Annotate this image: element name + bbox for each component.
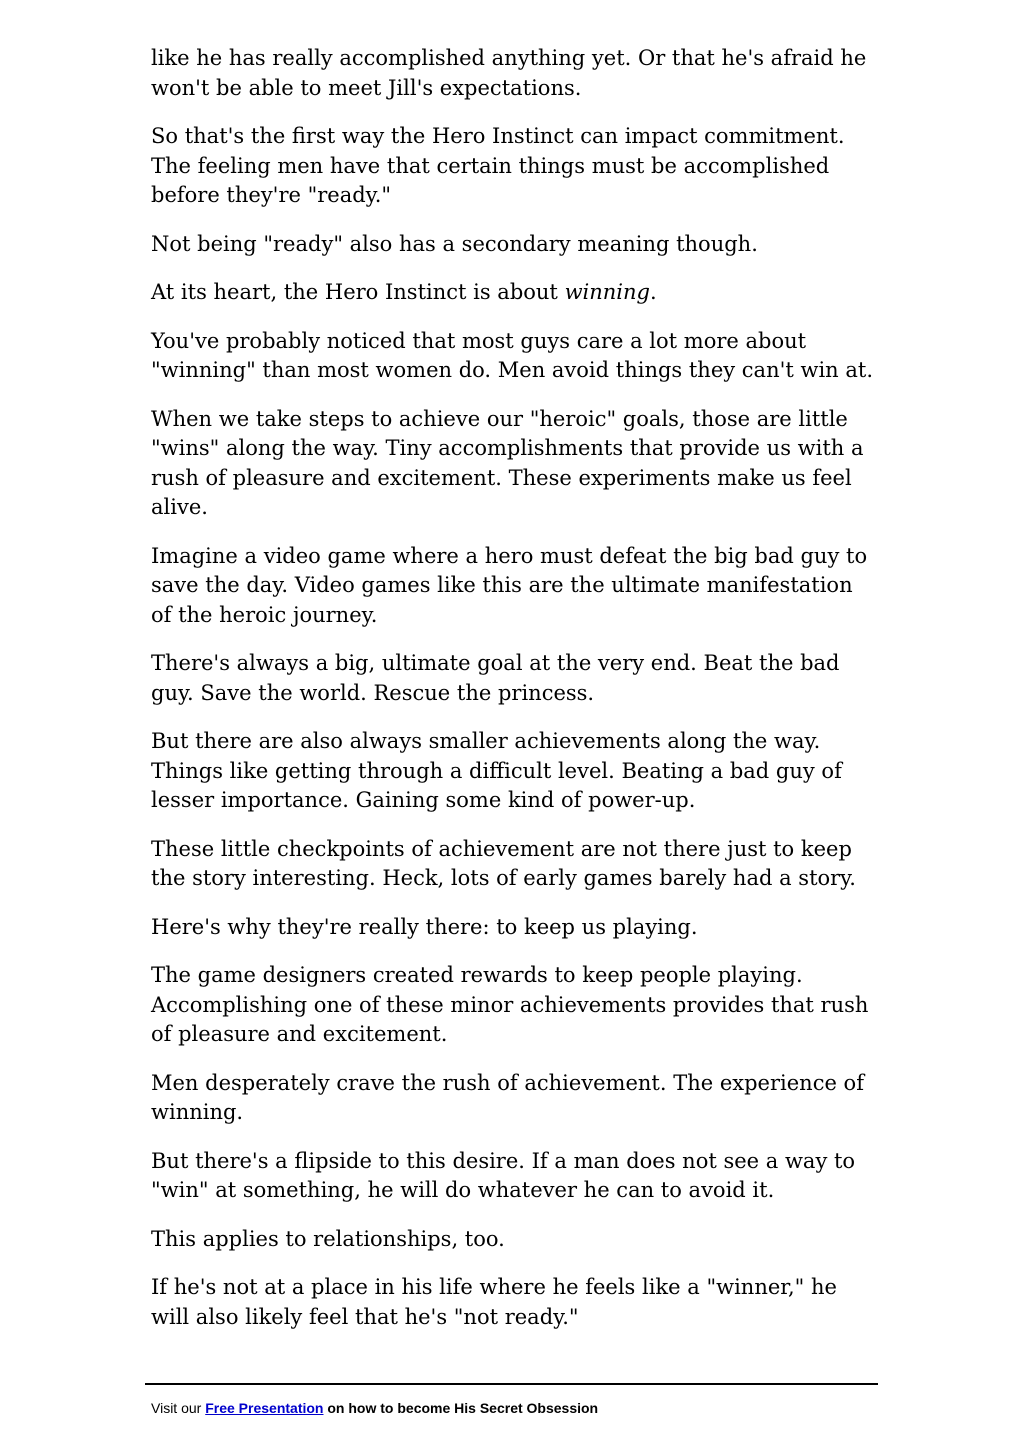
footer-prefix: Visit our xyxy=(151,1400,202,1416)
paragraph: You've probably noticed that most guys care a lot more about "winning" than most women do. Men avoid things they can't win at. xyxy=(151,328,874,382)
footer-suffix: on how to become His Secret Obsession xyxy=(327,1400,599,1416)
paragraph: Men desperately crave the rush of achievement. The experience of winning. xyxy=(151,1070,864,1124)
paragraph: Imagine a video game where a hero must defeat the big bad guy to save the day. Video games like this are the ultimate manifestation of the heroic journey. xyxy=(151,543,868,627)
paragraph: But there's a flipside to this desire. If a man does not see a way to "win" at something, he will do whatever he can to avoid it. xyxy=(151,1148,856,1202)
paragraph: There's always a big, ultimate goal at the very end. Beat the bad guy. Save the world. Rescue the princess. xyxy=(151,651,840,705)
paragraph: Here's why they're really there: to keep us playing. xyxy=(151,914,698,939)
paragraph: When we take steps to achieve our "heroic" goals, those are little "wins" along the way. Tiny accomplishments that provide us with a rush of pleasure and excitement. These experiments make us feel alive. xyxy=(151,406,864,519)
paragraph: These little checkpoints of achievement are not there just to keep the story interesting. Heck, lots of early games barely had a story. xyxy=(151,836,856,890)
free-presentation-link[interactable]: Free Presentation xyxy=(205,1400,324,1416)
paragraph: If he's not at a place in his life where he feels like a "winner," he will also likely feel that he's "not ready." xyxy=(151,1275,837,1329)
footer-divider xyxy=(145,1383,878,1385)
paragraph-text: At its heart, the Hero Instinct is about xyxy=(151,280,565,304)
paragraph-text: . xyxy=(650,280,657,304)
footer xyxy=(151,1398,598,1418)
paragraph: But there are also always smaller achievements along the way. Things like getting through a difficult level. Beating a bad guy of lesser importance. Gaining some kind of power-up. xyxy=(151,729,842,812)
paragraph: Not being "ready" also has a secondary meaning though. xyxy=(151,231,758,256)
paragraph: This applies to relationships, too. xyxy=(151,1226,505,1251)
emphasis-text: winning xyxy=(564,280,650,304)
paragraph: The game designers created rewards to keep people playing. Accomplishing one of these minor achievements provides that rush of pleasure and excitement. xyxy=(151,963,869,1046)
body-text xyxy=(151,44,876,1351)
paragraph: So that's the first way the Hero Instinct can impact commitment. The feeling men have that certain things must be accomplished before they're "ready." xyxy=(151,124,845,207)
paragraph xyxy=(151,278,876,308)
paragraph: like he has really accomplished anything yet. Or that he's afraid he won't be able to meet Jill's expectations. xyxy=(151,46,867,100)
